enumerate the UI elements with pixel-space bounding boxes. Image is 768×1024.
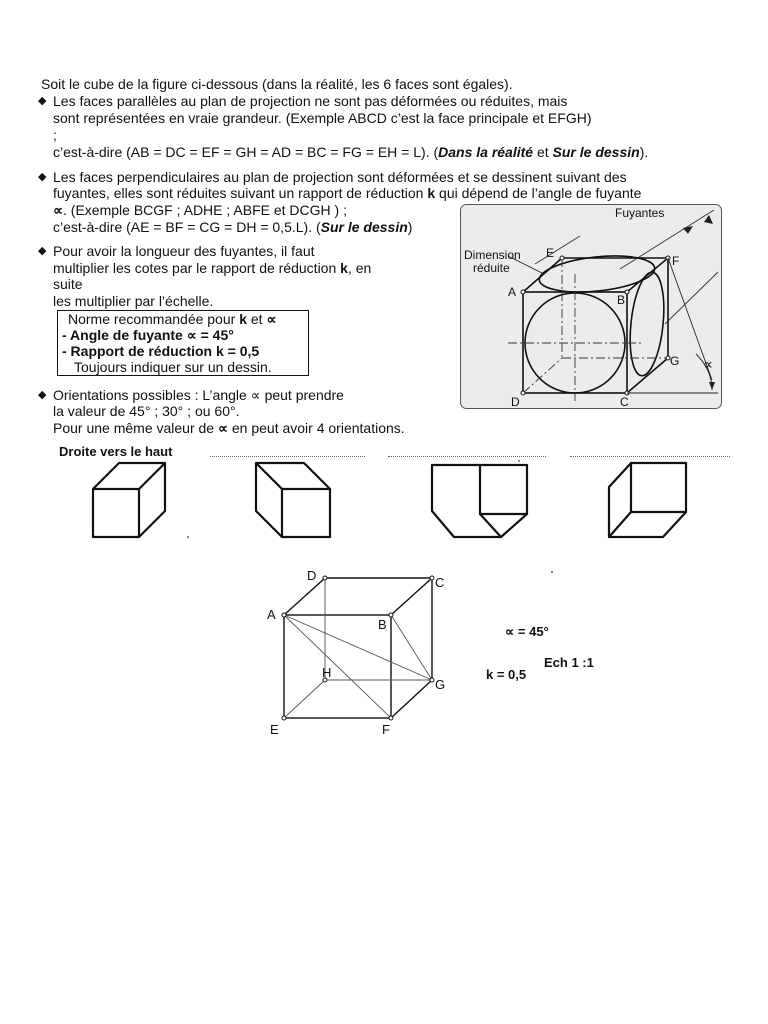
bullet3-line1: Pour avoir la longueur des fuyantes, il faut [53, 243, 315, 259]
bullet3-line4: les multiplier par l’échelle. [53, 293, 214, 309]
bullet-diamond-icon: ◆ [38, 95, 47, 107]
alpha-value-label: ∝ = 45° [505, 624, 549, 639]
bullet1-line2: sont représentées en vraie grandeur. (Exemple ABCD c’est la face principale et EFGH) [53, 110, 592, 126]
fuyantes-label: Fuyantes [615, 206, 665, 220]
bullet1-line4: c’est-à-dire (AB = DC = EF = GH = AD = BC = FG = EH = L). (Dans la réalité et Sur le dessin). [53, 144, 649, 160]
bullet2-line3: ∝. (Exemple BCGF ; ADHE ; ABFE et DCGH ) ; [53, 202, 347, 218]
bullet2-line4: c’est-à-dire (AE = BF = CG = DH = 0,5.L). (Sur le dessin) [53, 219, 413, 235]
norm-line4: Toujours indiquer sur un dessin. [74, 359, 272, 375]
svg-text:E: E [546, 246, 555, 260]
bullet4-line2: la valeur de 45° ; 30° ; ou 60°. [53, 403, 240, 419]
svg-text:C: C [435, 575, 445, 590]
svg-text:D: D [511, 395, 520, 409]
bullet2-line2: fuyantes, elles sont réduites suivant un rapport de réduction k qui dépend de l’angle de fuyante [53, 185, 642, 201]
norm-line1: Norme recommandée pour k et ∝ [68, 311, 277, 327]
bullet-diamond-icon: ◆ [38, 245, 47, 257]
bullet3-line3: suite [53, 276, 83, 292]
bullet-diamond-icon: ◆ [38, 389, 47, 401]
norm-line3: - Rapport de réduction k = 0,5 [62, 343, 260, 359]
bullet4-line1: Orientations possibles : L’angle ∝ peut prendre [53, 387, 344, 403]
bullet2-line1: Les faces perpendiculaires au plan de projection sont déformées et se dessinent suivant des [53, 169, 627, 185]
reduite-label: réduite [473, 261, 510, 275]
bullet3-line2: multiplier les cotes par le rapport de réduction k, en [53, 260, 372, 276]
svg-text:F: F [672, 254, 680, 268]
svg-text:F: F [382, 722, 390, 737]
bullet1-line1: Les faces parallèles au plan de projection ne sont pas déformées ou réduites, mais [53, 93, 568, 109]
svg-text:G: G [435, 677, 446, 692]
scale-label: Ech 1 :1 [544, 655, 594, 670]
svg-text:B: B [617, 293, 626, 307]
svg-text:G: G [670, 354, 680, 368]
bullet4-line3: Pour une même valeur de ∝ en peut avoir 4 orientations. [53, 420, 405, 436]
svg-text:C: C [620, 395, 629, 409]
svg-text:E: E [270, 722, 279, 737]
norm-line2: - Angle de fuyante ∝ = 45° [62, 327, 234, 343]
svg-text:H: H [322, 665, 332, 680]
svg-text:D: D [307, 568, 317, 583]
svg-text:B: B [378, 617, 387, 632]
alpha-label: ∝ [703, 356, 714, 372]
k-value-label: k = 0,5 [486, 667, 527, 682]
intro-text: Soit le cube de la figure ci-dessous (dans la réalité, les 6 faces sont égales). [41, 76, 513, 92]
svg-text:A: A [508, 285, 517, 299]
bullet1-line3: ; [53, 127, 57, 143]
orientation-label: Droite vers le haut [59, 444, 173, 459]
bullet-diamond-icon: ◆ [38, 171, 47, 183]
dimension-label: Dimension [464, 248, 521, 262]
svg-text:A: A [267, 607, 276, 622]
